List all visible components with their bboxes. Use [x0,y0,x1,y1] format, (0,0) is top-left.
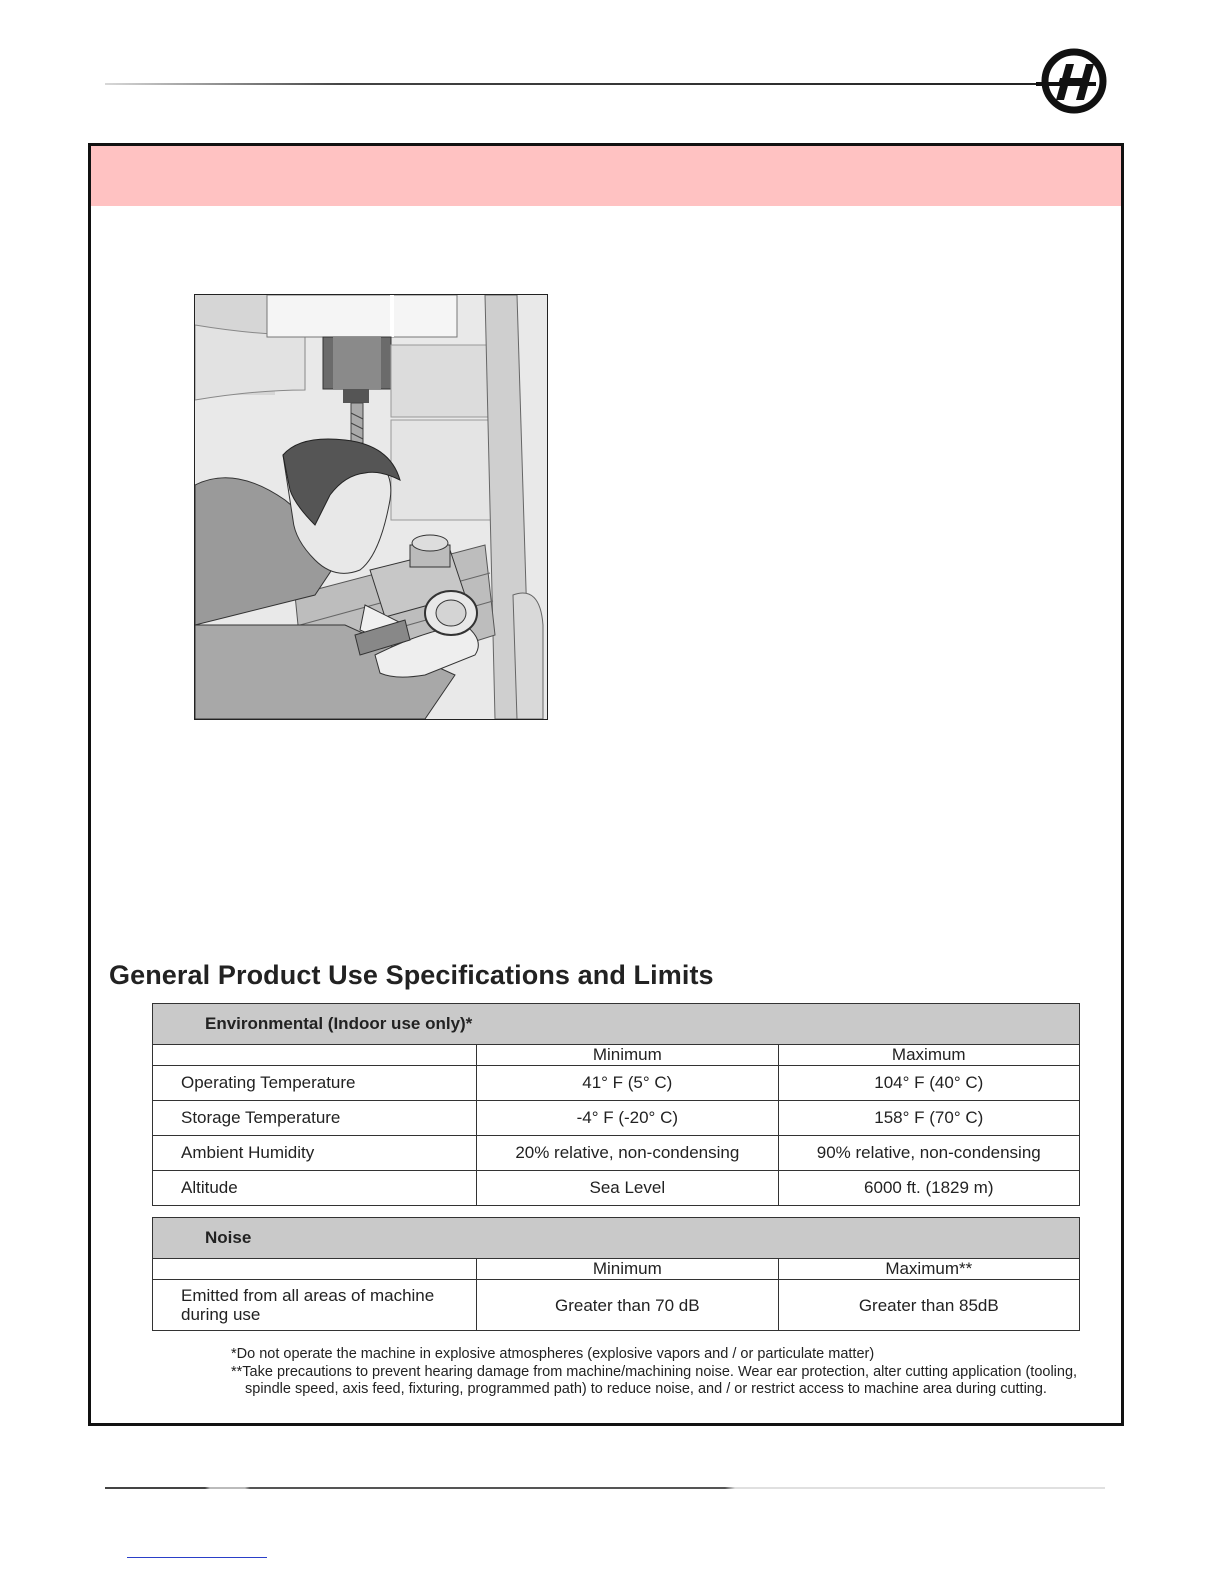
noise-title: Noise [153,1218,1080,1259]
table-group-header [153,1218,1080,1259]
max-value: 158° F (70° C) [778,1101,1079,1136]
content-frame [88,143,1124,1426]
row-label: Ambient Humidity [153,1136,477,1171]
table-row [153,1280,1080,1331]
footnotes [231,1346,1091,1399]
max-value: 90% relative, non-condensing [778,1136,1079,1171]
max-value: 104° F (40° C) [778,1066,1079,1101]
table-group-header [153,1004,1080,1045]
table-row [153,1066,1080,1101]
column-header-row [153,1045,1080,1066]
header-rule [105,83,1050,85]
environmental-table [152,1003,1080,1206]
min-value: 20% relative, non-condensing [477,1136,778,1171]
footer-link-underline[interactable] [127,1557,267,1558]
noise-table [152,1217,1080,1331]
column-header-blank [153,1045,477,1066]
max-value: 6000 ft. (1829 m) [778,1171,1079,1206]
min-value: Greater than 70 dB [477,1280,778,1331]
row-label [153,1280,477,1331]
row-label: Altitude [153,1171,477,1206]
environmental-title: Environmental (Indoor use only)* [153,1004,1080,1045]
section-heading: General Product Use Specifications and Limits [109,960,714,990]
row-label: Storage Temperature [153,1101,477,1136]
column-header-row [153,1259,1080,1280]
operator-illustration [194,294,548,720]
column-header-maximum: Maximum** [778,1259,1079,1280]
row-label-line: Emitted from all areas of machine [181,1286,435,1305]
column-header-maximum: Maximum [778,1045,1079,1066]
max-value: Greater than 85dB [778,1280,1079,1331]
column-header-minimum: Minimum [477,1045,778,1066]
table-row [153,1136,1080,1171]
footnote-explosive: *Do not operate the machine in explosive atmospheres (explosive vapors and / or particulate matter) [231,1346,875,1362]
haas-logo-icon [1036,48,1108,114]
illustration-icon [195,295,547,719]
column-header-blank [153,1259,477,1280]
table-row [153,1101,1080,1136]
footnote-hearing: **Take precautions to prevent hearing damage from machine/machining noise. Wear ear protection, alter cutting application (tooling, spindle speed, axis feed, fixturing, programmed path) to reduce noise, and / or restrict access to machine area during cutting. [231,1363,1078,1397]
footer-rule [105,1487,1105,1489]
min-value: Sea Level [477,1171,778,1206]
column-header-minimum: Minimum [477,1259,778,1280]
table-row [153,1171,1080,1206]
row-label: Operating Temperature [153,1066,477,1101]
warning-band [91,146,1121,206]
min-value: 41° F (5° C) [477,1066,778,1101]
row-label-line: during use [181,1305,261,1324]
min-value: -4° F (-20° C) [477,1101,778,1136]
